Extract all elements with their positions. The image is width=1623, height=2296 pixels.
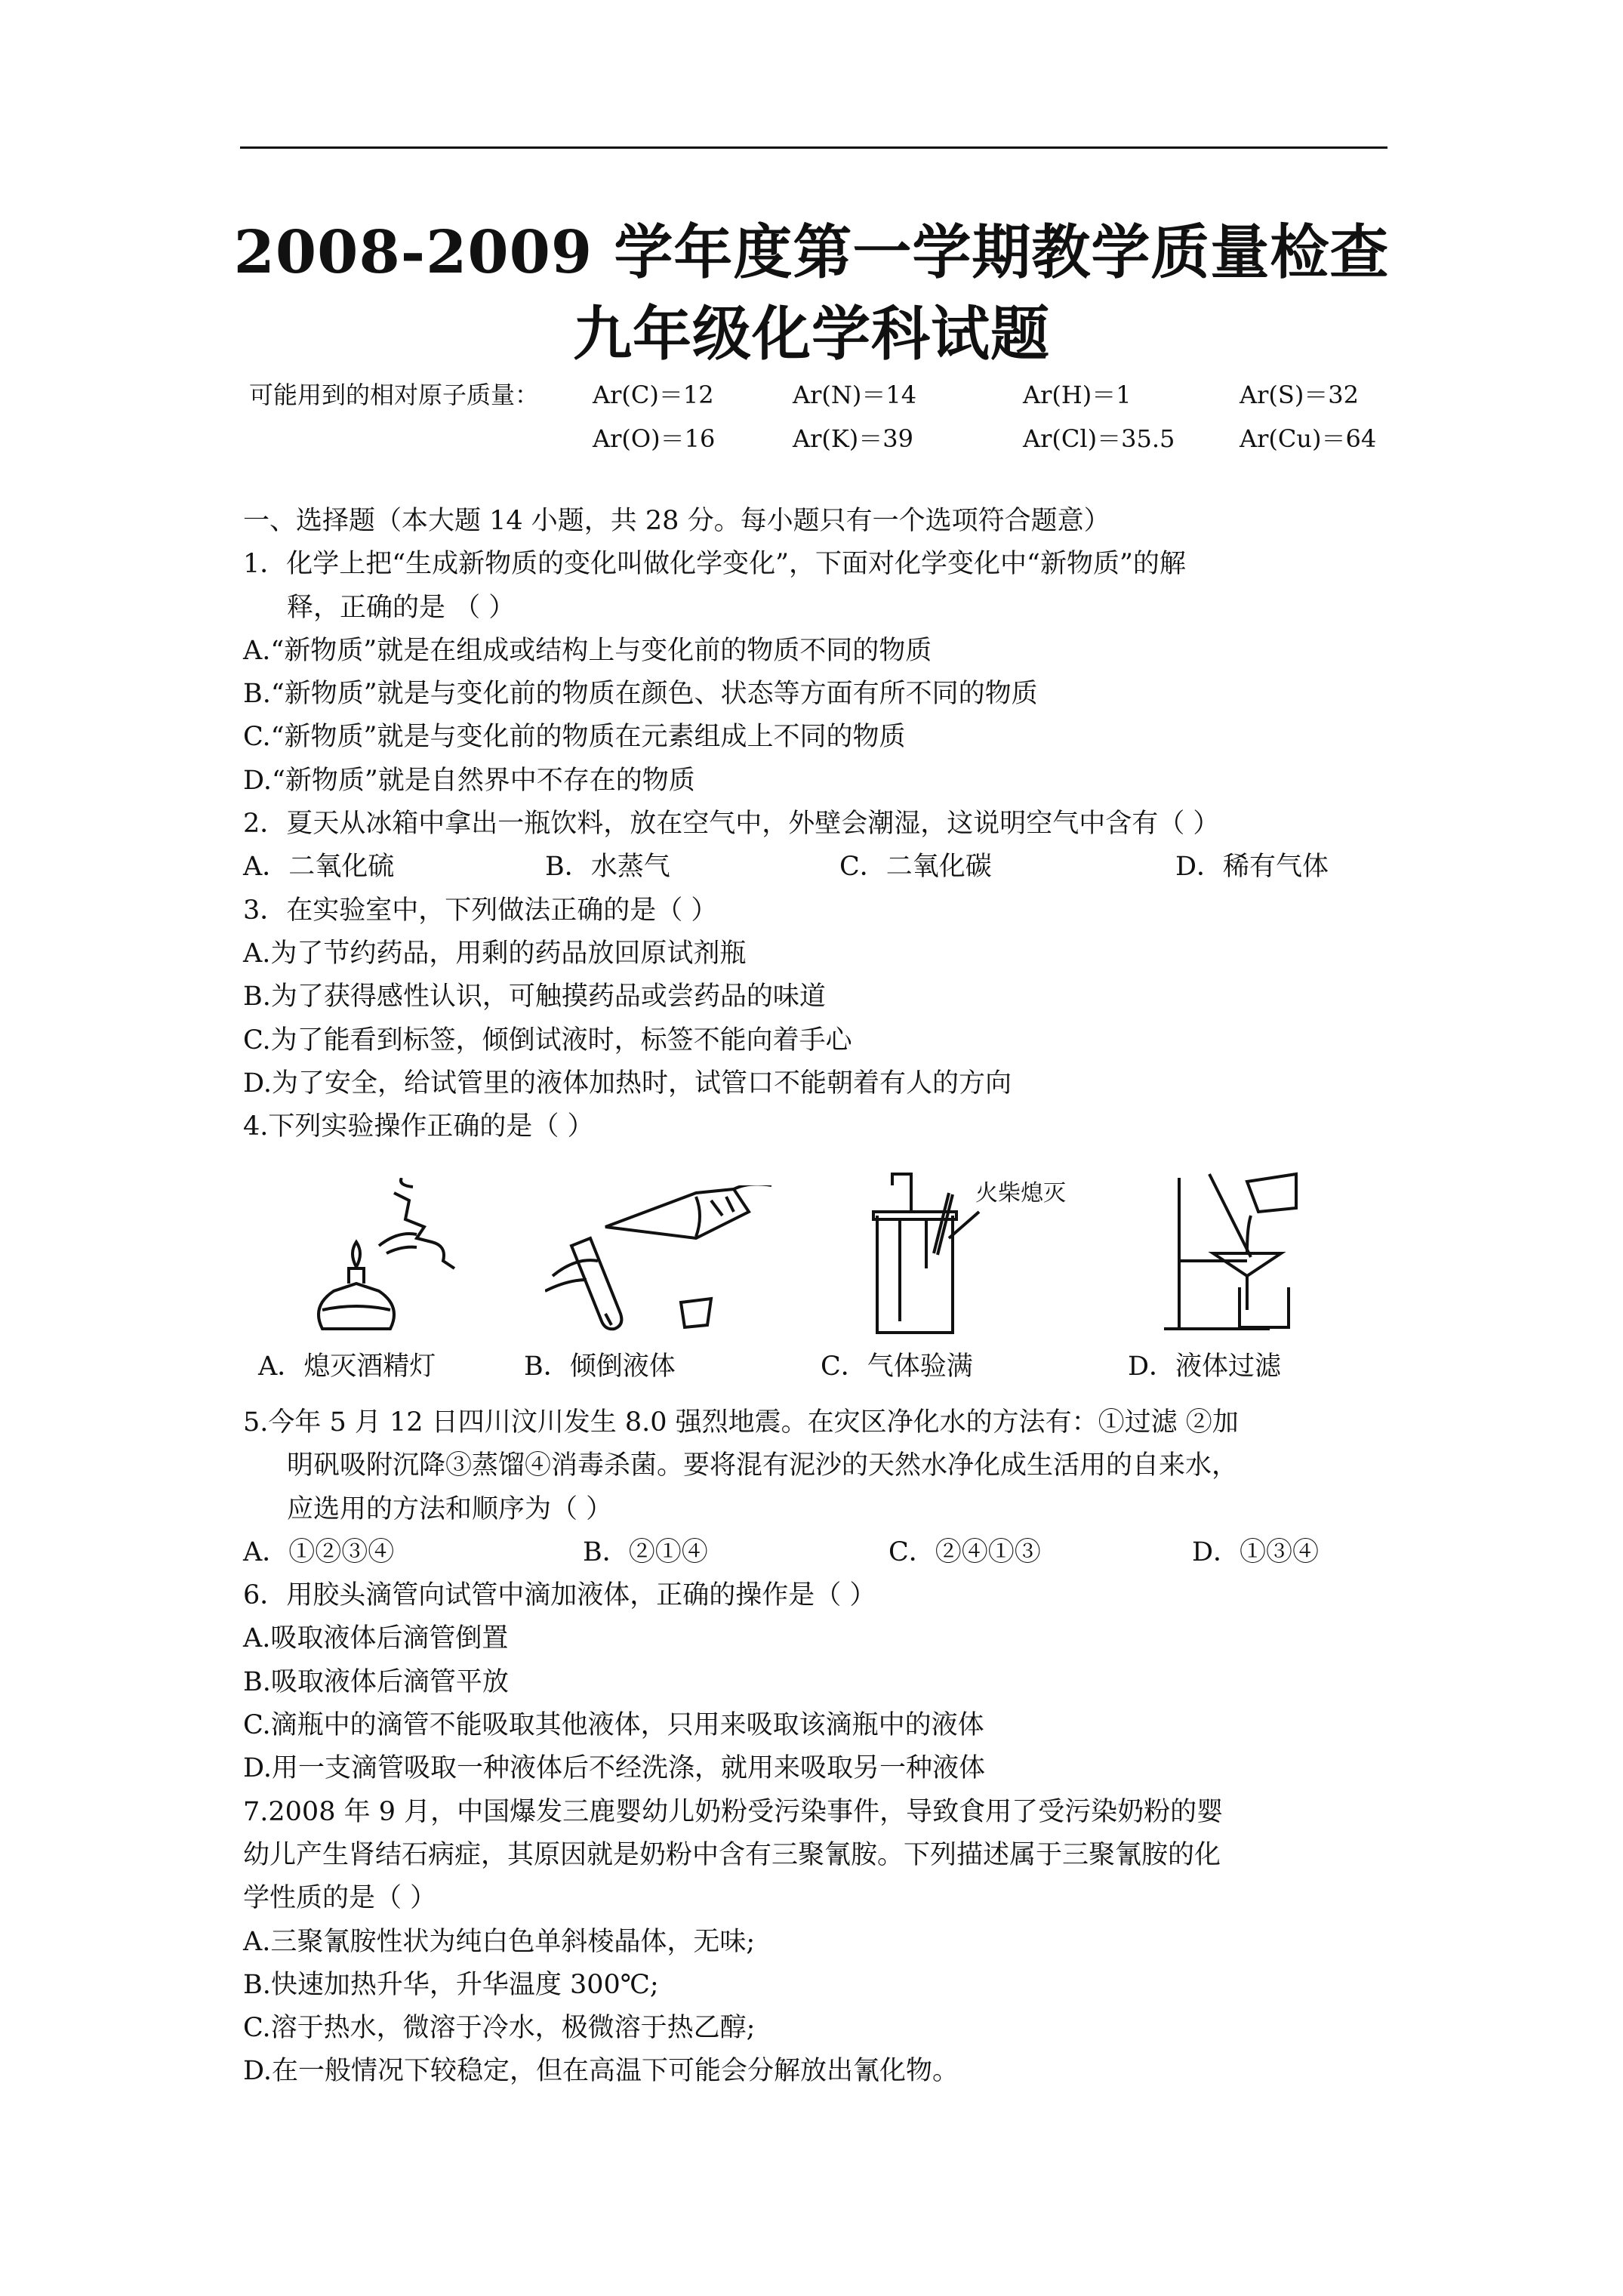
atomic-mass-n: Ar(N)＝14: [793, 381, 917, 409]
q4-stem: 4.下列实验操作正确的是（ ）: [243, 1111, 594, 1142]
q2-option-d: D．稀有气体: [1175, 852, 1329, 883]
q5-option-d: D．①③④: [1192, 1536, 1320, 1567]
q6-option-b: B.吸取液体后滴管平放: [243, 1666, 509, 1697]
q4-option-b: B．倾倒液体: [524, 1351, 676, 1382]
q4-option-c: C．气体验满: [821, 1351, 973, 1382]
question-list-top: [243, 500, 1421, 1148]
q5-stem-cont2: 应选用的方法和顺序为（ ）: [287, 1493, 613, 1524]
q5-stem-cont1: 明矾吸附沉降③蒸馏④消毒杀菌。要将混有泥沙的天然水净化成生活用的自来水，: [287, 1450, 1239, 1481]
q5-option-a: A．①②③④: [243, 1536, 395, 1567]
question-list-bottom: [243, 1401, 1421, 2094]
q3-option-b: B.为了获得感性认识，可触摸药品或尝药品的味道: [243, 982, 826, 1012]
q7-stem-cont2: 学性质的是（ ）: [243, 1883, 437, 1914]
q3-stem: 3．在实验室中，下列做法正确的是（ ）: [243, 895, 718, 926]
q7-option-a: A.三聚氰胺性状为纯白色单斜棱晶体，无味;: [243, 1926, 756, 1957]
q4-option-a: A．熄灭酒精灯: [258, 1351, 436, 1382]
q7-stem-cont1: 幼儿产生肾结石病症，其原因就是奶粉中含有三聚氰胺。下列描述属于三聚氰胺的化: [243, 1839, 1221, 1870]
q3-option-a: A.为了节约药品，用剩的药品放回原试剂瓶: [243, 938, 747, 969]
pouring-liquid-figure: [545, 1185, 771, 1344]
q1-option-a: A.“新物质”就是在组成或结构上与变化前的物质不同的物质: [243, 635, 932, 666]
atomic-mass-s: Ar(S)＝32: [1240, 381, 1360, 409]
section-heading: 一、选择题（本大题 14 小题，共 28 分。每小题只有一个选项符合题意）: [243, 506, 1110, 536]
q6-option-d: D.用一支滴管吸取一种液体后不经洗涤，就用来吸取另一种液体: [243, 1753, 985, 1784]
q7-option-c: C.溶于热水，微溶于冷水，极微溶于热乙醇;: [243, 2013, 756, 2044]
atomic-mass-k: Ar(K)＝39: [793, 424, 914, 453]
q7-stem: 7.2008 年 9 月，中国爆发三鹿婴幼儿奶粉受污染事件，导致食用了受污染奶粉的婴: [243, 1796, 1224, 1827]
q5-option-c: C．②④①③: [888, 1536, 1041, 1567]
filtration-figure: [1156, 1170, 1353, 1344]
header-rule: [240, 146, 1387, 149]
gas-collection-figure: [862, 1170, 1066, 1344]
q7-option-b: B.快速加热升华，升华温度 300℃;: [243, 1969, 659, 2000]
alcohol-lamp-figure: [303, 1178, 477, 1344]
q2-stem: 2．夏天从冰箱中拿出一瓶饮料，放在空气中，外壁会潮湿，这说明空气中含有（ ）: [243, 809, 1220, 840]
atomic-mass-label: 可能用到的相对原子质量：: [249, 381, 540, 409]
q2-options: [243, 846, 1421, 889]
atomic-mass-cl: Ar(Cl)＝35.5: [1023, 424, 1175, 453]
q1-option-c: C.“新物质”就是与变化前的物质在元素组成上不同的物质: [243, 722, 906, 753]
q1-stem-cont: 释，正确的是 （ ）: [287, 592, 516, 623]
atomic-mass-h: Ar(H)＝1: [1023, 381, 1132, 409]
q5-options: [243, 1531, 1421, 1574]
q7-option-d: D.在一般情况下较稳定，但在高温下可能会分解放出氰化物。: [243, 2056, 959, 2087]
q1-option-d: D.“新物质”就是自然界中不存在的物质: [243, 765, 695, 796]
q2-option-a: A．二氧化硫: [243, 852, 395, 883]
q6-stem: 6．用胶头滴管向试管中滴加液体，正确的操作是（ ）: [243, 1580, 876, 1611]
q2-option-b: B．水蒸气: [545, 852, 670, 883]
q1-stem: 1．化学上把“生成新物质的变化叫做化学变化”，下面对化学变化中“新物质”的解: [243, 549, 1186, 580]
match-out-label: 火柴熄灭: [975, 1180, 1066, 1207]
exam-title: 2008-2009 学年度第一学期教学质量检查: [233, 218, 1390, 287]
q6-option-a: A.吸取液体后滴管倒置: [243, 1623, 509, 1654]
atomic-mass-cu: Ar(Cu)＝64: [1240, 424, 1377, 453]
q5-option-b: B．②①④: [583, 1536, 708, 1567]
q6-option-c: C.滴瓶中的滴管不能吸取其他液体，只用来吸取该滴瓶中的液体: [243, 1710, 984, 1741]
atomic-mass-c: Ar(C)＝12: [593, 381, 714, 409]
q2-option-c: C．二氧化碳: [839, 852, 992, 883]
q4-option-d: D．液体过滤: [1128, 1351, 1282, 1382]
q4-figures: [243, 1170, 1421, 1397]
q5-stem: 5.今年 5 月 12 日四川汶川发生 8.0 强烈地震。在灾区净化水的方法有：①过滤 ②加: [243, 1407, 1239, 1438]
exam-subtitle: 九年级化学科试题: [572, 300, 1050, 368]
q3-option-d: D.为了安全，给试管里的液体加热时，试管口不能朝着有人的方向: [243, 1068, 1012, 1099]
q1-option-b: B.“新物质”就是与变化前的物质在颜色、状态等方面有所不同的物质: [243, 679, 1038, 710]
q3-option-c: C.为了能看到标签，倾倒试液时，标签不能向着手心: [243, 1025, 852, 1056]
atomic-mass-o: Ar(O)＝16: [593, 424, 716, 453]
